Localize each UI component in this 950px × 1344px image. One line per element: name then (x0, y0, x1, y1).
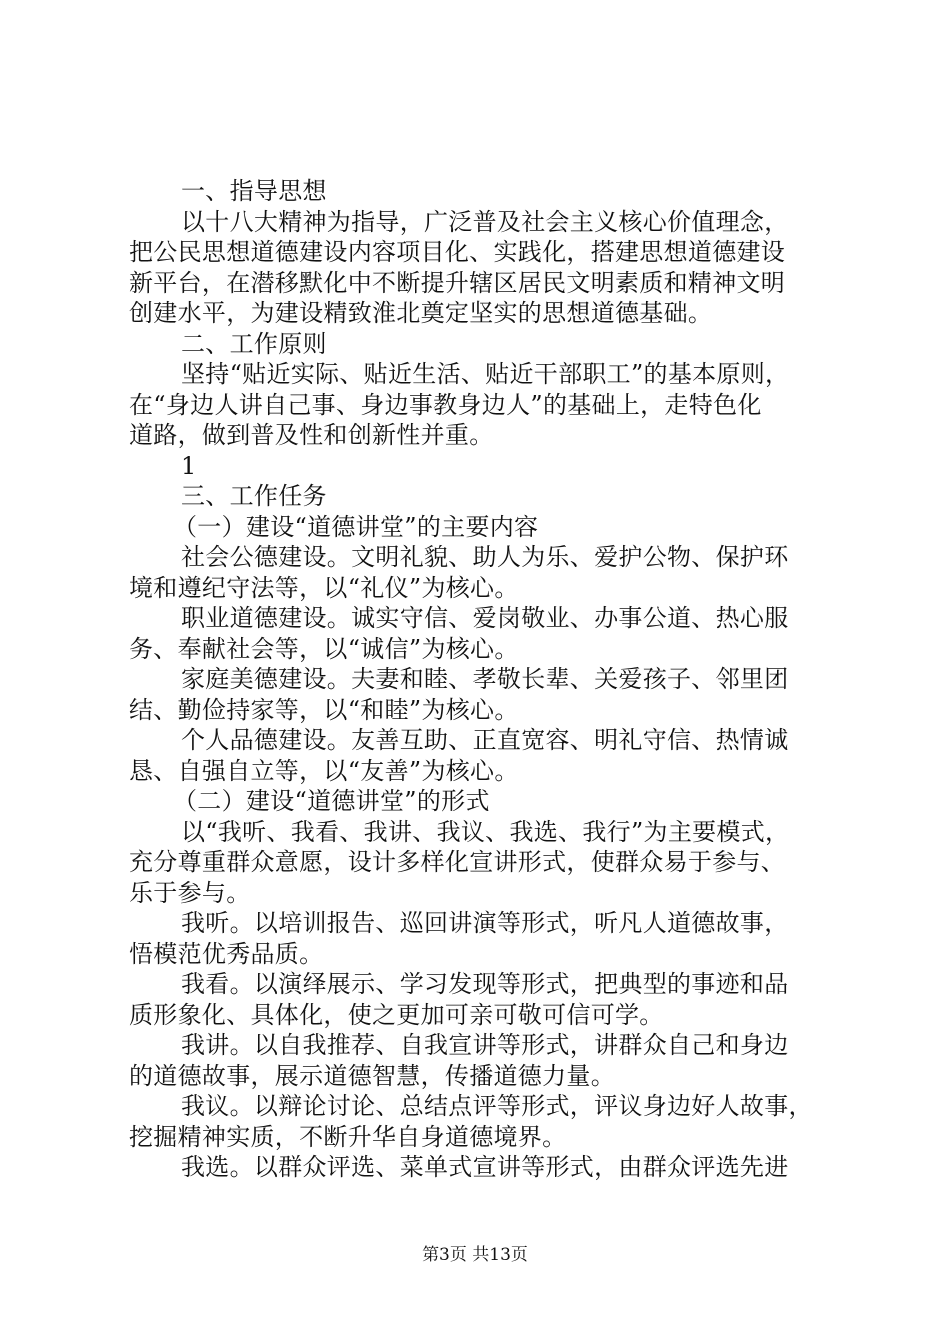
subsection-heading: （一）建设“道德讲堂”的主要内容 (173, 512, 539, 541)
paragraph-line: 把公民思想道德建设内容项目化、实践化，搭建思想道德建设 (129, 238, 786, 266)
paragraph-line: 结、勤俭持家等，以“和睦”为核心。 (129, 695, 519, 724)
paragraph-line: 乐于参与。 (129, 878, 251, 907)
paragraph-line: 社会公德建设。文明礼貌、助人为乐、爱护公物、保护环 (181, 543, 789, 571)
paragraph-line: 质形象化、具体化，使之更加可亲可敬可信可学。 (129, 1000, 664, 1029)
document-body (129, 176, 839, 1183)
stray-number: 1 (181, 451, 197, 480)
paragraph-line: 职业道德建设。诚实守信、爱岗敬业、办事公道、热心服 (181, 604, 789, 632)
paragraph-line: 的道德故事，展示道德智慧，传播道德力量。 (129, 1061, 615, 1090)
subsection-heading: （二）建设“道德讲堂”的形式 (173, 787, 490, 815)
paragraph-line: 我选。以群众评选、菜单式宣讲等形式，由群众评选先进 (181, 1153, 789, 1181)
paragraph-line: 家庭美德建设。夫妻和睦、孝敬长辈、关爱孩子、邻里团 (181, 665, 789, 693)
section-heading: 二、工作原则 (181, 329, 327, 358)
paragraph-line: 我听。以培训报告、巡回讲演等形式，听凡人道德故事， (181, 909, 789, 937)
paragraph-line: 新平台，在潜移默化中不断提升辖区居民文明素质和精神文明 (129, 268, 786, 297)
paragraph-line: 境和遵纪守法等，以“礼仪”为核心。 (129, 573, 519, 602)
paragraph-line: 以“我听、我看、我讲、我议、我选、我行”为主要模式， (181, 817, 790, 846)
section-heading: 三、工作任务 (181, 482, 327, 510)
paragraph-line: 个人品德建设。友善互助、正直宽容、明礼守信、热情诚 (181, 726, 789, 754)
paragraph-line: 坚持“贴近实际、贴近生活、贴近干部职工”的基本原则， (181, 360, 790, 388)
paragraph-line: 我议。以辩论讨论、总结点评等形式，评议身边好人故事， (181, 1092, 813, 1120)
paragraph-line: 充分尊重群众意愿，设计多样化宣讲形式，使群众易于参与、 (129, 848, 786, 876)
paragraph-line: 挖掘精神实质，不断升华自身道德境界。 (129, 1122, 567, 1151)
paragraph-line: 务、奉献社会等，以“诚信”为核心。 (129, 634, 519, 663)
paragraph-line: 我看。以演绎展示、学习发现等形式，把典型的事迹和品 (181, 970, 789, 998)
paragraph-line: 创建水平，为建设精致淮北奠定坚实的思想道德基础。 (129, 299, 713, 327)
page-number-footer: 第3页 共13页 (422, 1245, 528, 1265)
paragraph-line: 以十八大精神为指导，广泛普及社会主义核心价值理念， (181, 207, 789, 236)
paragraph-line: 我讲。以自我推荐、自我宣讲等形式，讲群众自己和身边 (181, 1031, 789, 1059)
paragraph-line: 悟模范优秀品质。 (129, 939, 324, 968)
paragraph-line: 恳、自强自立等，以“友善”为核心。 (129, 756, 519, 785)
paragraph-line: 在“身边人讲自己事、身边事教身边人”的基础上，走特色化 (129, 390, 762, 419)
paragraph-line: 道路，做到普及性和创新性并重。 (129, 421, 494, 449)
section-heading: 一、指导思想 (181, 177, 327, 205)
